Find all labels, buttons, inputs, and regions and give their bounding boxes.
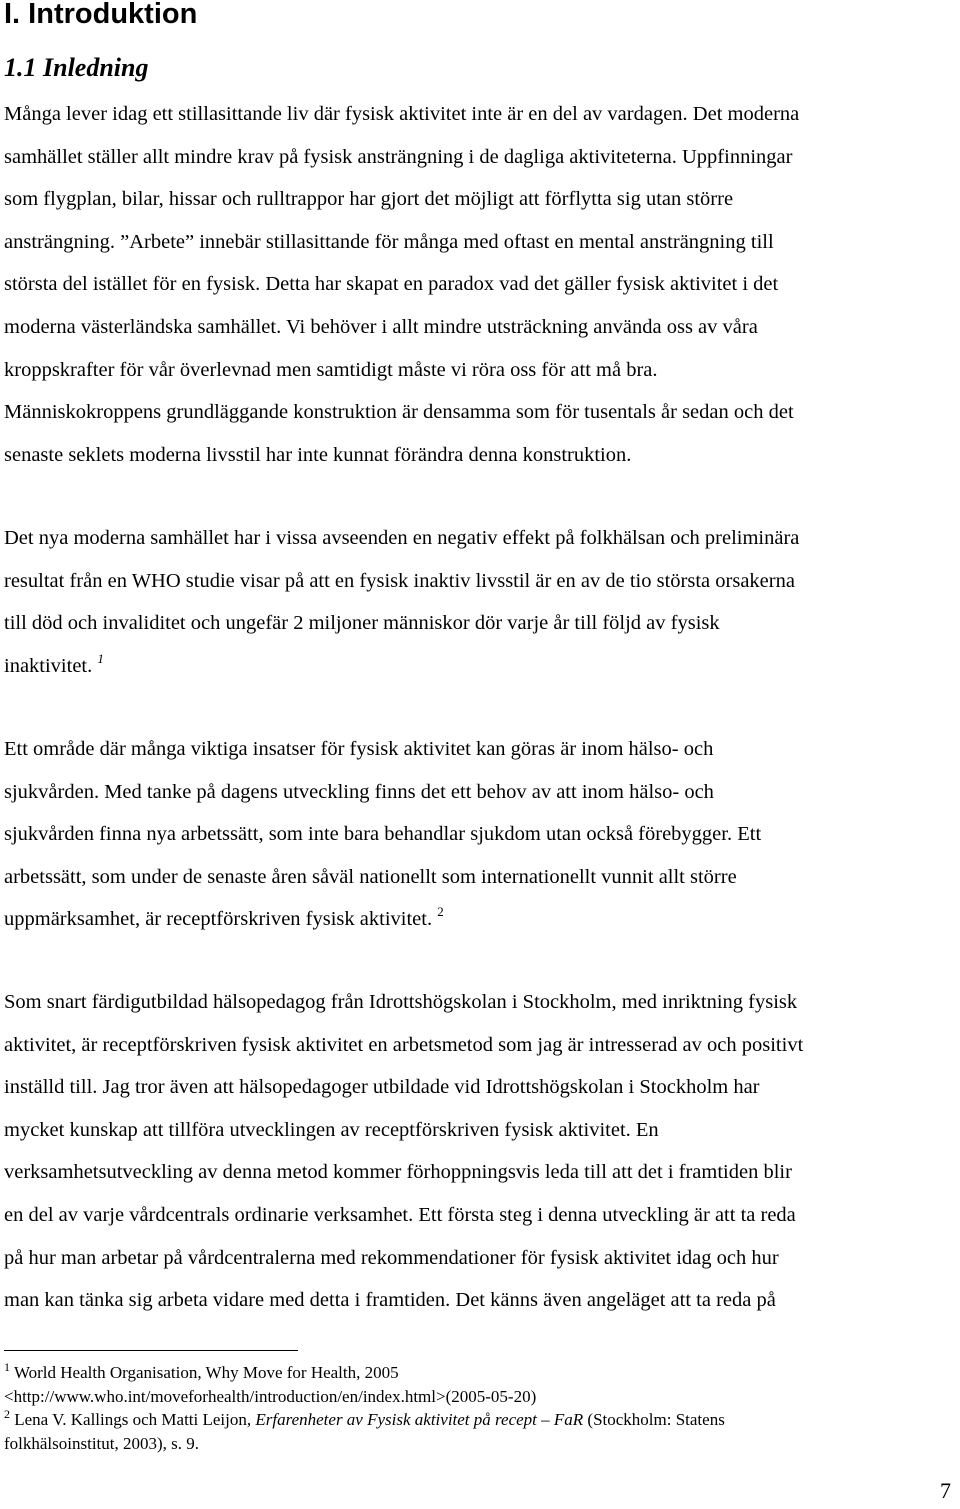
text-segment: inaktivitet. [4, 654, 93, 677]
paragraph [4, 93, 960, 476]
text-line: mycket kunskap att tillföra utvecklingen av receptförskriven fysisk aktivitet. En [4, 1118, 659, 1141]
footnote-number: 1 [4, 1360, 10, 1374]
text-line: Människokroppens grundläggande konstruktion är densamma som för tusentals år sedan och det [4, 401, 794, 424]
footnote-2 [4, 1408, 960, 1432]
text-line: samhället ställer allt mindre krav på fysisk ansträngning i de dagliga aktiviteterna. Uppfinningar [4, 145, 793, 168]
section-title: 1.1 Inledning [4, 53, 149, 82]
text-line: kroppskrafter för vår överlevnad men samtidigt måste vi röra oss för att må bra. [4, 358, 658, 381]
text-line: inställd till. Jag tror även att hälsopedagoger utbildade vid Idrottshögskolan i Stockholm har [4, 1076, 760, 1099]
footnote-text: Lena V. Kallings och Matti Leijon, [14, 1410, 256, 1429]
text-segment: uppmärksamhet, är receptförskriven fysisk aktivitet. [4, 908, 433, 931]
footnote-separator [4, 1350, 298, 1351]
footnote-text: World Health Organisation, Why Move for Health, 2005 [13, 1363, 399, 1382]
text-line: Ett område där många viktiga insatser för fysisk aktivitet kan göras är inom hälso- och [4, 738, 714, 760]
footnote-number: 2 [4, 1407, 10, 1421]
footnote-text: folkhälsoinstitut, 2003), s. 9. [4, 1433, 200, 1453]
page-number: 7 [940, 1478, 951, 1503]
text-line: största del istället för en fysisk. Detta har skapat en paradox vad det gäller fysisk aktivitet i det [4, 273, 779, 296]
footnote-reference[interactable]: 2 [437, 904, 444, 920]
text-line: aktivitet, är receptförskriven fysisk aktivitet en arbetsmetod som jag är intresserad av och positivt [4, 1033, 804, 1056]
text-line: Som snart färdigutbildad hälsopedagog från Idrottshögskolan i Stockholm, med inriktning fysisk [4, 991, 798, 1013]
text-line: på hur man arbetar på vårdcentralerna med rekommendationer för fysisk aktivitet idag och hur [4, 1246, 779, 1269]
text-line: Många lever idag ett stillasittande liv där fysisk aktivitet inte är en del av vardagen. Det moderna [4, 103, 800, 125]
chapter-title: I. Introduktion [4, 0, 198, 30]
text-line: sjukvården finna nya arbetssätt, som inte bara behandlar sjukdom utan också förebygger. Ett [4, 823, 762, 846]
paragraph [4, 981, 960, 1322]
text-line: som flygplan, bilar, hissar och rulltrappor har gjort det möjligt att förflytta sig utan större [4, 188, 734, 211]
text-line [4, 645, 960, 688]
text-line: Det nya moderna samhället har i vissa avseenden en negativ effekt på folkhälsan och preliminära [4, 527, 800, 549]
text-line: sjukvården. Med tanke på dagens utveckling finns det ett behov av att inom hälso- och [4, 780, 714, 803]
footnote-1 [4, 1361, 960, 1385]
text-line: senaste seklets moderna livsstil har inte kunnat förändra denna konstruktion. [4, 443, 632, 466]
text-line: verksamhetsutveckling av denna metod kommer förhoppningsvis leda till att det i framtiden blir [4, 1161, 792, 1184]
text-line: arbetssätt, som under de senaste åren såväl nationellt som internationellt vunnit allt större [4, 865, 737, 888]
text-line: till död och invaliditet och ungefär 2 miljoner människor dör varje år till följd av fysisk [4, 612, 720, 635]
footnote-text: (Stockholm: Statens [583, 1410, 725, 1429]
paragraph [4, 517, 960, 687]
text-line: en del av varje vårdcentrals ordinarie verksamhet. Ett första steg i denna utveckling är att ta reda [4, 1203, 796, 1226]
paragraph [4, 728, 960, 941]
text-line: resultat från en WHO studie visar på att en fysisk inaktiv livsstil är en av de tio största orsakerna [4, 569, 795, 592]
text-line: man kan tänka sig arbeta vidare med detta i framtiden. Det känns även angeläget att ta reda på [4, 1289, 776, 1312]
footnote-title: Erfarenheter av Fysisk aktivitet på recept – FaR [255, 1410, 584, 1429]
footnote-link[interactable]: <http://www.who.int/moveforhealth/introduction/en/index.html>(2005-05-20) [4, 1386, 537, 1406]
text-line [4, 898, 960, 941]
footnote-reference[interactable]: 1 [97, 650, 104, 666]
text-line: ansträngning. ”Arbete” innebär stillasittande för många med oftast en mental ansträngning till [4, 230, 774, 253]
footnotes [4, 1361, 960, 1455]
text-line: moderna västerländska samhället. Vi behöver i allt mindre utsträckning använda oss av våra [4, 315, 758, 338]
